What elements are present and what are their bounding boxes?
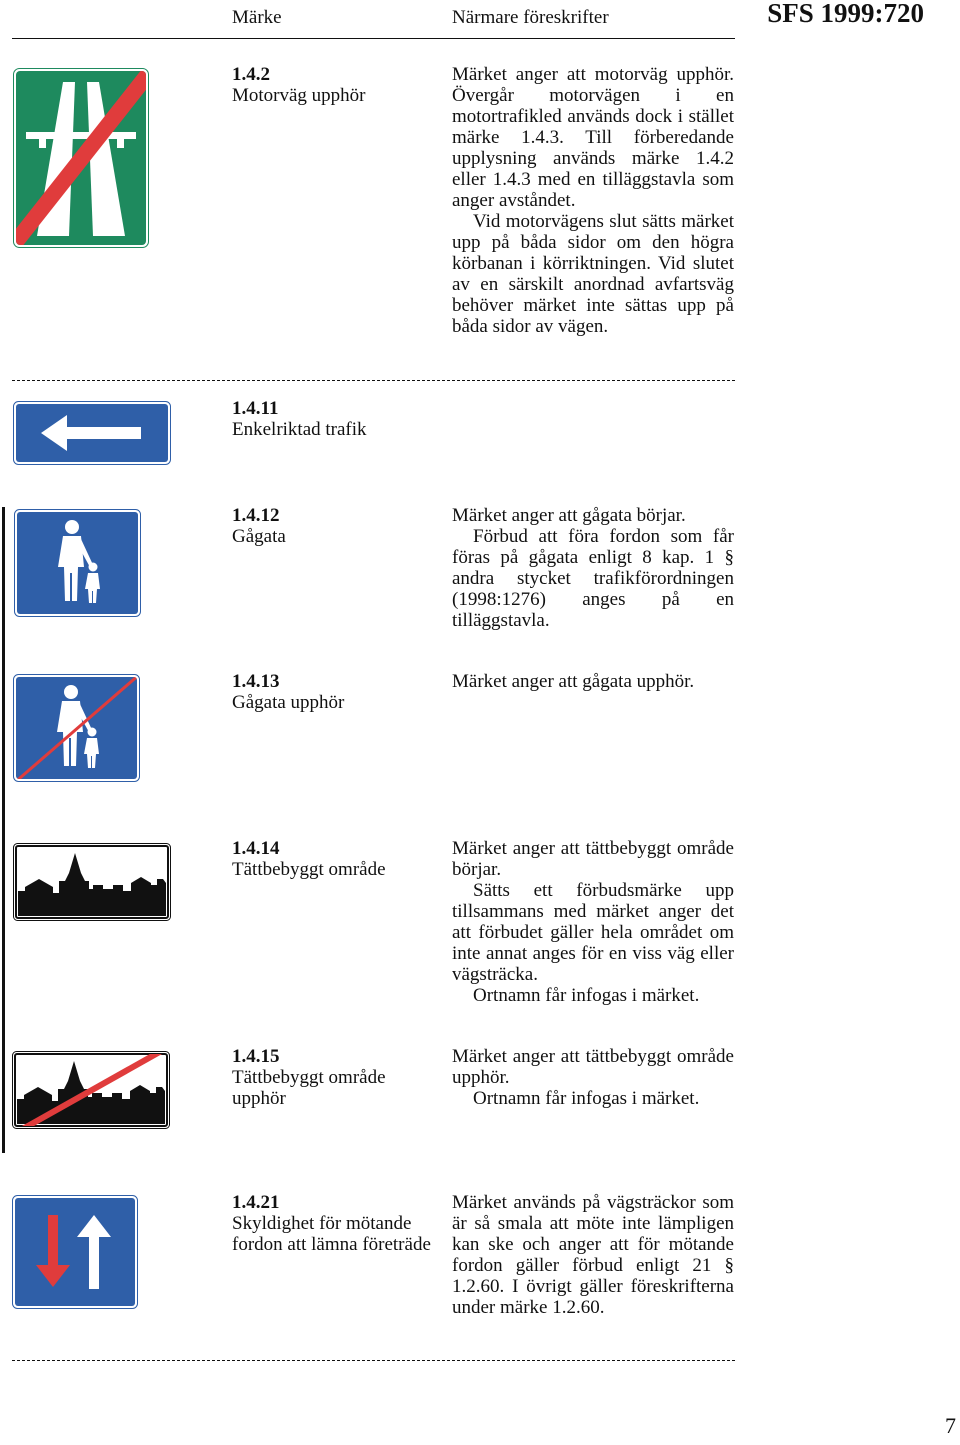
priority-oncoming-sign-icon — [12, 1195, 138, 1309]
sign-name: Gågata — [232, 526, 286, 547]
sign-code: 1.4.11 — [232, 398, 279, 419]
sign-name-continued: fordon att lämna företräde — [232, 1234, 431, 1255]
sign-name: Tättbebyggt område — [232, 859, 386, 880]
built-up-area-sign-icon — [13, 843, 171, 921]
sign-code: 1.4.21 — [232, 1192, 280, 1213]
sign-name: Enkelriktad trafik — [232, 419, 367, 440]
sign-description: Märket används på vägsträckor som är så smala att möte inte lämpligen kan ske och anger att för mötande fordon gäller förbud enligt 21 § 1.2.60. I övrigt gäller föreskrifterna under märke 1.2.60. — [452, 1192, 734, 1318]
section-divider — [12, 380, 735, 381]
sign-name: Skyldighet för mötande — [232, 1213, 412, 1234]
built-up-area-end-sign-icon — [12, 1051, 170, 1129]
sign-code: 1.4.14 — [232, 838, 280, 859]
change-bar — [2, 507, 5, 1153]
sign-name: Motorväg upphör — [232, 85, 366, 106]
sign-code: 1.4.13 — [232, 671, 280, 692]
motorway-end-sign-icon — [13, 68, 149, 248]
sign-description: Märket anger att motorväg upphör. Övergår motorvägen i en motortrafikled används dock i stället märke 1.4.3. Till förberedande upplysning används märke 1.4.2 eller 1.4.3 med en tilläggstavla som anger avståndet. Vid motorvägens slut sätts märket upp på båda sidor om den högra körbanan i körriktningen. Vid slutet av en särskilt anordnad avfartsväg behöver märket inte sättas upp på båda sidor av vägen. — [452, 64, 734, 337]
sfs-number: SFS 1999:720 — [767, 0, 924, 28]
sign-code: 1.4.2 — [232, 64, 270, 85]
page-number: 7 — [945, 1413, 956, 1438]
sign-description: Märket anger att gågata börjar. Förbud att föra fordon som får föras på gågata enligt 8 kap. 1 § andra stycket trafikförordningen (1998:1276) anges på en tilläggstavla. — [452, 505, 734, 631]
one-way-sign-icon — [13, 401, 171, 465]
sign-description: Märket anger att gågata upphör. — [452, 671, 695, 692]
sign-code: 1.4.15 — [232, 1046, 280, 1067]
sign-name: Gågata upphör — [232, 692, 345, 713]
column-header-marke: Märke — [232, 7, 282, 28]
column-header-foreskrifter: Närmare föreskrifter — [452, 7, 609, 28]
pedestrian-street-sign-icon — [14, 509, 141, 617]
sign-code: 1.4.12 — [232, 505, 280, 526]
sign-name: Tättbebyggt område — [232, 1067, 386, 1088]
pedestrian-street-end-sign-icon — [13, 674, 140, 782]
section-divider — [12, 1360, 735, 1361]
header-rule — [12, 38, 735, 39]
sign-name-continued: upphör — [232, 1088, 286, 1109]
sign-description: Märket anger att tättbebyggt område upphör. Ortnamn får infogas i märket. — [452, 1046, 734, 1109]
sign-description: Märket anger att tättbebyggt område börjar. Sätts ett förbudsmärke upp tillsammans med märket anger det att förbudet gäller hela området om inte annat anges för en viss väg eller vägsträcka. Ortnamn får infogas i märket. — [452, 838, 734, 1006]
